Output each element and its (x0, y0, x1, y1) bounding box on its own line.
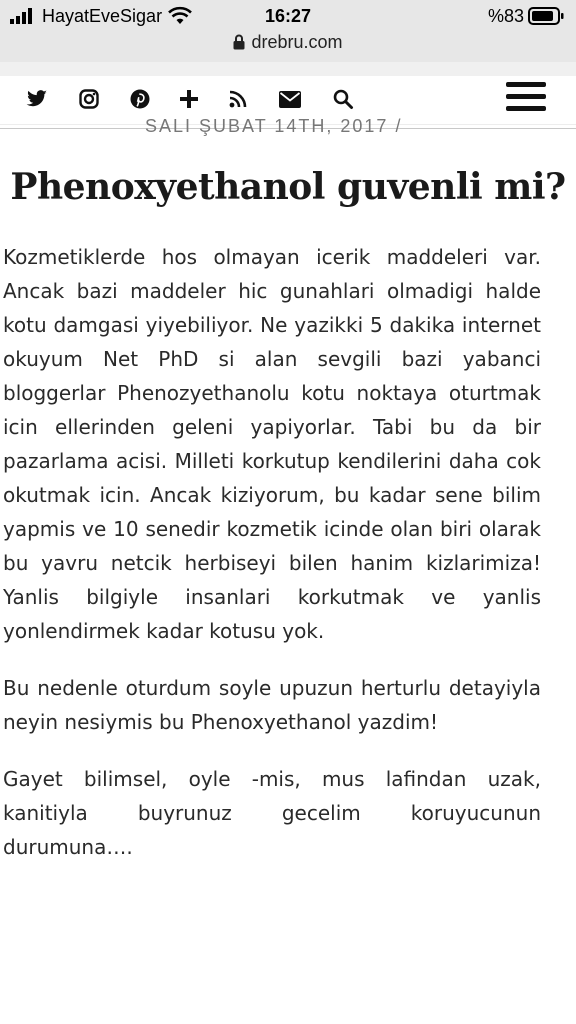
post-body (3, 240, 541, 887)
paragraph-1: Kozmetiklerde hos olmayan icerik maddeleri var. Ancak bazi maddeler hic gunahlari olmadigi halde kotu damgasi yiyebiliyor. Ne yazikki 5 dakika internet okuyum Net PhD si alan sevgili bazi yabanci bloggerlar Phenozyethanolu kotu noktaya oturtmak icin ellerinden geleni yapiyorlar. Tabi bu da bir pazarlama acisi. Milleti korkutup kendilerini daha cok okutmak icin. Ancak kiziyorum, bu kadar sene bilim yapmis ve 10 senedir kozmetik icinde olan biri olarak bu yavru netcik herbiseyi bilen hanim kizlarimiza! Yanlis bilgiyle insanlari korkutmak ve yanlis yonlendirmek kadar kotusu yok. (3, 245, 541, 643)
twitter-icon[interactable] (24, 86, 50, 112)
battery-group (488, 4, 564, 28)
address-bar[interactable] (0, 30, 576, 54)
pinterest-icon[interactable] (127, 86, 153, 112)
plus-icon[interactable] (176, 86, 202, 112)
post-date: SALI ŞUBAT 14TH, 2017 / (145, 116, 403, 136)
clock: 16:27 (264, 5, 312, 26)
paragraph-2: Bu nedenle oturdum soyle upuzun herturlu detayiyla neyin nesiymis bu Phenoxyethanol yazdim! (3, 676, 541, 734)
battery-percent: %83 (487, 5, 524, 26)
url-text: drebru.com (251, 31, 343, 52)
search-icon[interactable] (330, 86, 356, 112)
mail-icon[interactable] (277, 86, 303, 112)
status-bar (0, 0, 576, 62)
lock-icon (233, 34, 245, 50)
hamburger-menu-icon[interactable] (506, 82, 546, 116)
post-title: Phenoxyethanol guvenli mi? (10, 166, 566, 208)
paragraph-3: Gayet bilimsel, oyle -mis, mus lafindan uzak, kanitiyla buyrunuz gecelim koruyucunun durumuna…. (3, 767, 541, 859)
post-meta (0, 116, 576, 150)
instagram-icon[interactable] (76, 86, 102, 112)
rss-icon[interactable] (225, 86, 251, 112)
browser-toolbar-edge (0, 62, 576, 76)
carrier-name: HayatEveSigar (42, 5, 163, 26)
battery-icon (528, 7, 564, 25)
